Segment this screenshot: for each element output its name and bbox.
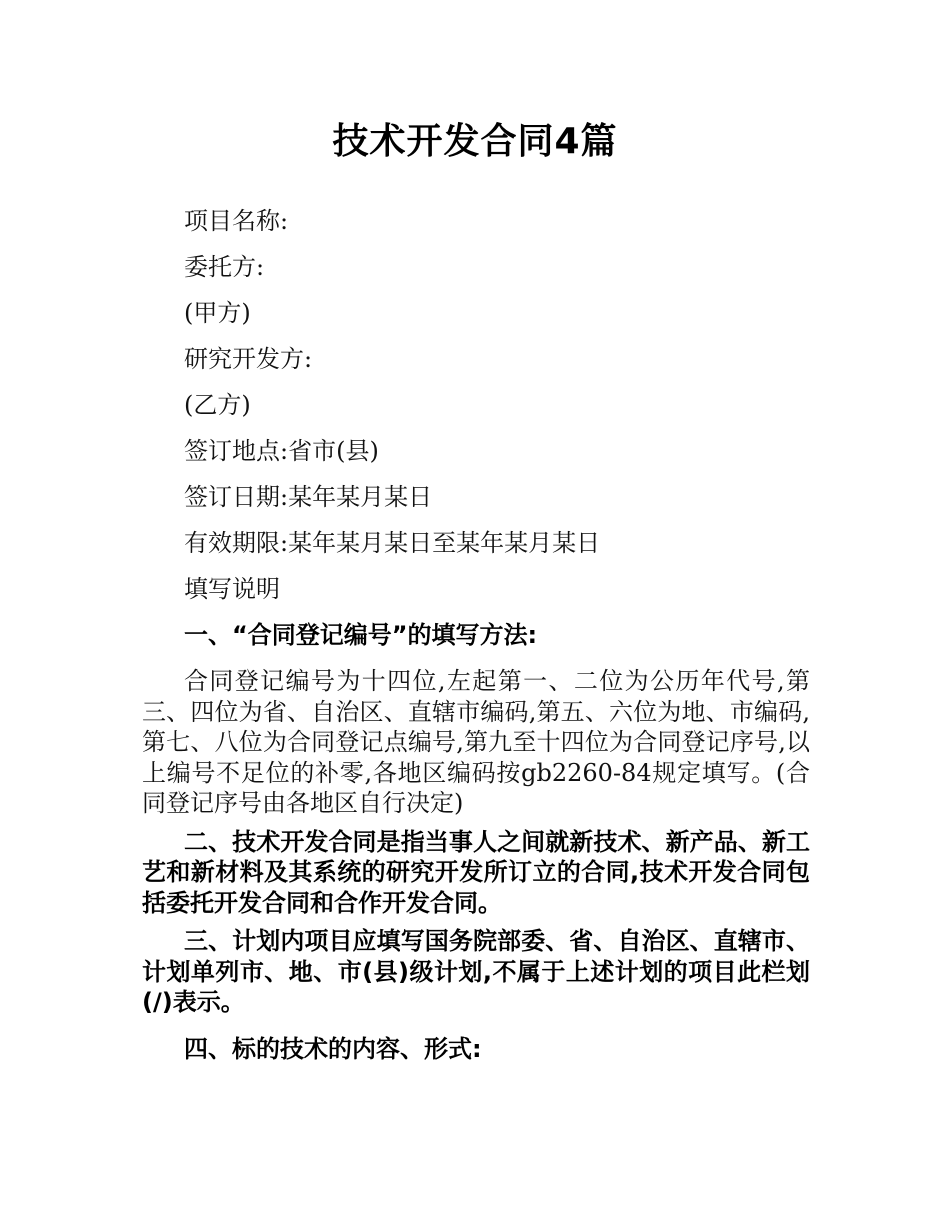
field-project-name: 项目名称: (184, 207, 289, 235)
section-4-heading: 四、标的技术的内容、形式: (184, 1034, 482, 1063)
section-2-paragraph: 二、技术开发合同是指当事人之间就新技术、新产品、新工艺和新材料及其系统的研究开发所订立的合同,技术开发合同包括委托开发合同和合作开发合同。 (142, 827, 810, 917)
field-signing-date: 签订日期:某年某月某日 (184, 483, 433, 511)
field-party-b: (乙方) (184, 391, 251, 419)
field-developer: 研究开发方: (184, 345, 313, 373)
section-3-paragraph: 三、计划内项目应填写国务院部委、省、自治区、直辖市、计划单列市、地、市(县)级计划,不属于上述计划的项目此栏划(/)表示。 (142, 927, 810, 1016)
section-1-heading: 一、“合同登记编号”的填写方法: (184, 621, 538, 649)
instructions-label: 填写说明 (184, 575, 280, 603)
field-signing-place: 签订地点:省市(县) (184, 437, 379, 465)
section-1-body: 合同登记编号为十四位,左起第一、二位为公历年代号,第三、四位为省、自治区、直辖市编码,第五、六位为地、市编码,第七、八位为合同登记点编号,第九至十四位为合同登记序号,以上编号不足位的补零,各地区编码按gb2260-84规定填写。(合同登记序号由各地区自行决定) (142, 667, 810, 817)
field-client: 委托方: (184, 253, 265, 281)
field-party-a: (甲方) (184, 299, 251, 327)
document-body (142, 198, 810, 1072)
document-title: 技术开发合同4篇 (332, 121, 618, 162)
field-validity-period: 有效期限:某年某月某日至某年某月某日 (184, 529, 601, 557)
